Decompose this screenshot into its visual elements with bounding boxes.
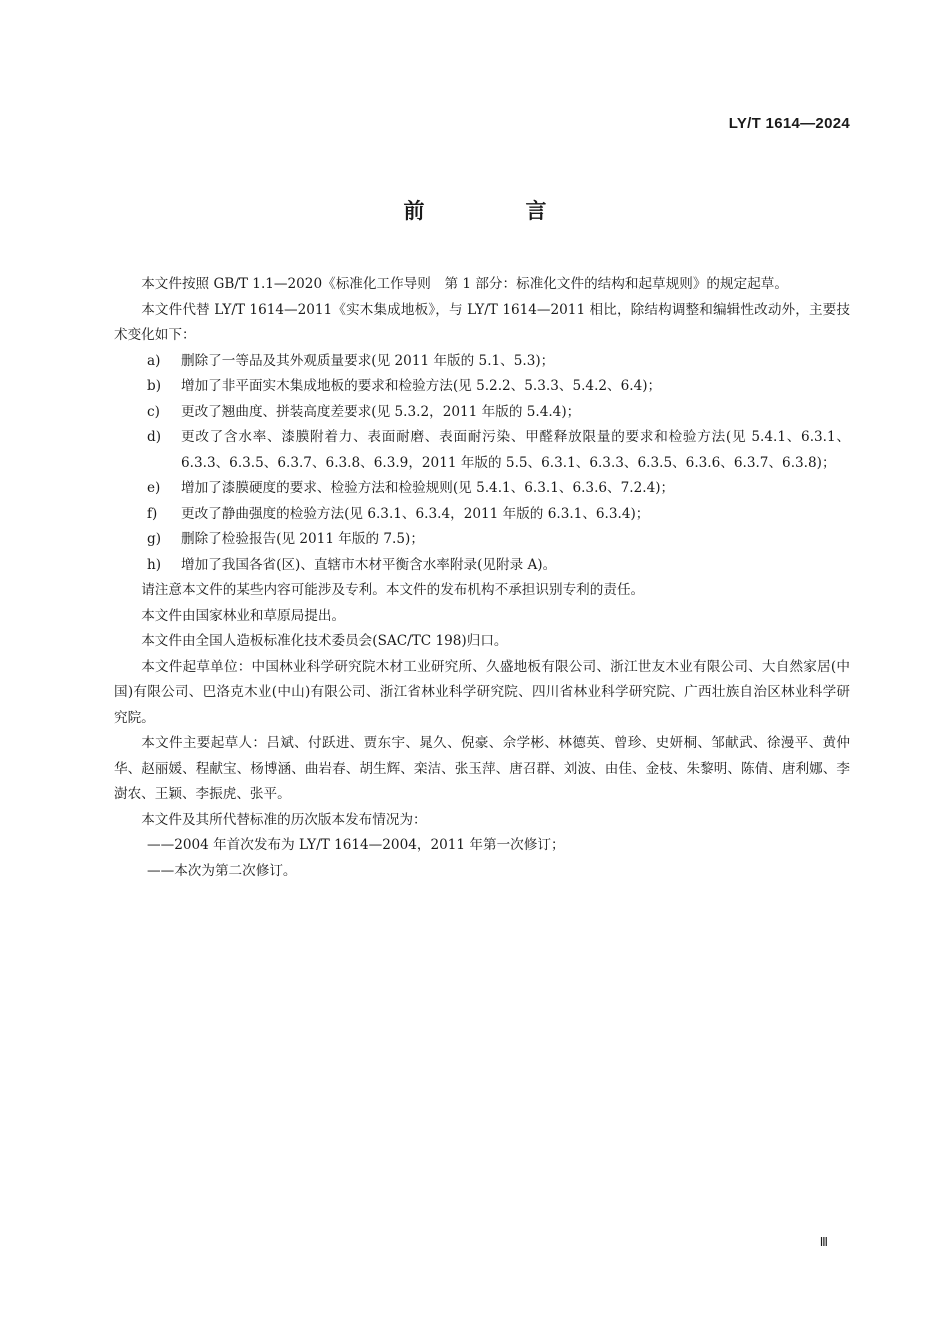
list-text: 增加了非平面实木集成地板的要求和检验方法(见 5.2.2、5.3.3、5.4.2、6.4)；	[181, 378, 662, 394]
list-item	[114, 425, 850, 476]
list-marker: c)	[147, 403, 160, 420]
paragraph-patent-notice: 请注意本文件的某些内容可能涉及专利。本文件的发布机构不承担识别专利的责任。	[141, 582, 645, 598]
paragraph-committee: 本文件由全国人造板标准化技术委员会(SAC/TC 198)归口。	[141, 633, 508, 649]
list-marker: e)	[147, 480, 161, 496]
list-text: 增加了我国各省(区)、直辖市木材平衡含水率附录(见附录 A)。	[181, 556, 557, 573]
paragraph-drafting-units: 本文件起草单位：中国林业科学研究院木材工业研究所、久盛地板有限公司、浙江世友木业有限公司、大自然家居(中国)有限公司、巴洛克木业(中山)有限公司、浙江省林业科学研究院、四川省林业科学研究院、广西壮族自治区林业科学研究院。	[114, 658, 851, 726]
changes-list	[114, 349, 850, 579]
paragraph-replacement: 本文件代替 LY/T 1614—2011《实木集成地板》，与 LY/T 1614—2011 相比，除结构调整和编辑性改动外，主要技术变化如下：	[114, 301, 850, 343]
foreword-body	[114, 272, 850, 884]
paragraph-drafting-rules: 本文件按照 GB/T 1.1—2020《标准化工作导则 第 1 部分：标准化文件的结构和起草规则》的规定起草。	[141, 276, 788, 292]
list-marker: h)	[147, 556, 162, 573]
list-text: 更改了静曲强度的检验方法(见 6.3.1、6.3.4，2011 年版的 6.3.1、6.3.4)；	[181, 505, 650, 522]
list-text: 更改了翘曲度、拼装高度差要求(见 5.3.2，2011 年版的 5.4.4)；	[181, 403, 581, 420]
standard-code: LY/T 1614—2024	[728, 115, 850, 132]
list-item	[114, 527, 850, 553]
list-marker: a)	[147, 352, 161, 369]
history-list	[114, 833, 850, 884]
history-item: ——2004 年首次发布为 LY/T 1614—2004，2011 年第一次修订；	[147, 837, 565, 853]
list-text: 增加了漆膜硬度的要求、检验方法和检验规则(见 5.4.1、6.3.1、6.3.6、7.2.4)；	[181, 480, 675, 496]
page-number: Ⅲ	[819, 1235, 828, 1249]
paragraph-drafters: 本文件主要起草人：吕斌、付跃进、贾东宇、晁久、倪豪、佘学彬、林德英、曾珍、史妍桐、邹献武、徐漫平、黄仲华、赵丽媛、程献宝、杨博涵、曲岩春、胡生辉、栾洁、张玉萍、唐召群、刘波、由佳、金枝、朱黎明、陈倩、唐利娜、李澍农、王颖、李振虎、张平。	[114, 735, 850, 802]
paragraph-proposer: 本文件由国家林业和草原局提出。	[141, 607, 346, 624]
list-text: 更改了含水率、漆膜附着力、表面耐磨、表面耐污染、甲醛释放限量的要求和检验方法(见 5.4.1、6.3.1、6.3.3、6.3.5、6.3.7、6.3.8、6.3.9，2011 年版的 5.5、6.3.1、6.3.3、6.3.5、6.3.6、6.3.7、6.3.8)；	[181, 429, 850, 471]
list-marker: g)	[147, 531, 162, 547]
list-marker: d)	[147, 429, 162, 445]
list-text: 删除了一等品及其外观质量要求(见 2011 年版的 5.1、5.3)；	[181, 352, 555, 369]
list-item	[114, 553, 850, 579]
list-item	[114, 502, 850, 528]
history-item: ——本次为第二次修订。	[147, 862, 297, 879]
list-text: 删除了检验报告(见 2011 年版的 7.5)；	[181, 531, 424, 547]
list-item	[114, 400, 850, 426]
list-item	[114, 476, 850, 502]
list-marker: b)	[147, 378, 162, 394]
paragraph-history-intro: 本文件及其所代替标准的历次版本发布情况为：	[141, 811, 427, 828]
list-marker: f)	[147, 505, 158, 522]
page-title: 前 言	[403, 199, 587, 223]
list-item	[114, 374, 850, 400]
list-item	[114, 349, 850, 375]
